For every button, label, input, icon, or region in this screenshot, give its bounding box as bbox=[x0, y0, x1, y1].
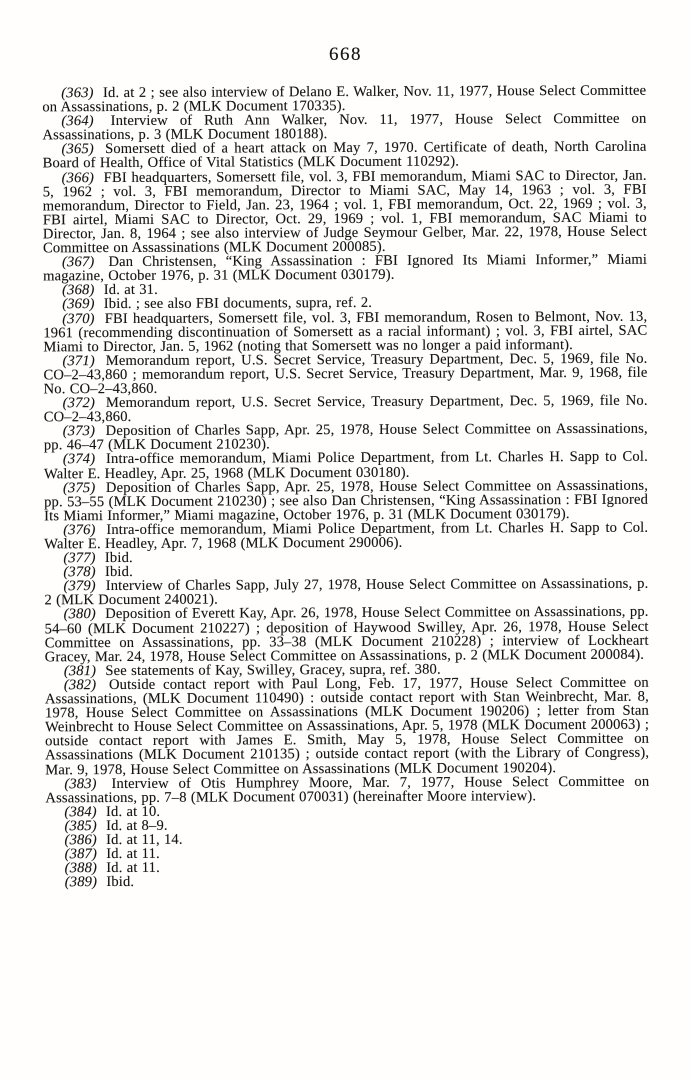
footnote-text: Ibid. bbox=[104, 550, 133, 567]
footnote-text: See statements of Kay, Swilley, Gracey, supra, ref. 380. bbox=[105, 661, 441, 679]
footnote bbox=[43, 168, 647, 255]
footnote-number: (372) bbox=[62, 395, 96, 412]
footnote bbox=[43, 309, 647, 354]
footnote-text: Ibid. bbox=[106, 874, 135, 891]
footnote-number: (379) bbox=[63, 578, 96, 595]
footnote-text: Id. at 8–9. bbox=[106, 817, 168, 834]
footnote bbox=[44, 478, 648, 523]
footnote bbox=[42, 140, 646, 171]
footnote-text: Deposition of Everett Kay, Apr. 26, 1978, House Select Committee on Assassinations, pp. 54–60 (MLK Document 210227) ; deposition of Haywood Swilley, Apr. 26, 1978, House Select Committee on Assassinations, pp. 33–38 (MLK Document 210228) ; interview of Lockheart Gracey, Mar. 24, 1978, House Select Committee on Assassinations, p. 2 (MLK Document 200084). bbox=[44, 604, 649, 666]
footnote bbox=[43, 351, 647, 396]
footnote-text: Intra-office memorandum, Miami Police Department, from Lt. Charles H. Sapp to Col. Walter E. Headley, Apr. 25, 1968 (MLK Document 030180). bbox=[43, 449, 648, 482]
footnote bbox=[44, 422, 648, 453]
footnote-text: Ibid. ; see also FBI documents, supra, ref. 2. bbox=[103, 295, 373, 313]
footnote-number: (371) bbox=[62, 352, 95, 370]
footnote-text: FBI headquarters, Somersett file, vol. 3, FBI memorandum, Miami SAC to Director, Jan. 5, 1962 ; vol. 3, FBI memorandum, Director to Miami SAC, May 14, 1963 ; vol. 3, FBI memorandum, Director to Field, Jan. 23, 1964 ; vol. 1, FBI memorandum, Oct. 22, 1969 ; vol. 3, FBI airtel, Miami SAC to Director, Oct. 29, 1969 ; vol. 1, FBI memorandum, SAC Miami to Director, Jan. 8, 1964 ; see also interview of Judge Seymour Gelber, Mar. 22, 1978, House Select Committee on Assassinations (MLK Document 200085). bbox=[42, 167, 647, 257]
footnote bbox=[44, 521, 648, 552]
footnote-text: Deposition of Charles Sapp, Apr. 25, 1978, House Select Committee on Assassinations, pp. 46–47 (MLK Document 210230). bbox=[43, 420, 648, 454]
footnote-list bbox=[42, 84, 649, 890]
footnote-text: Deposition of Charles Sapp, Apr. 25, 1978, House Select Committee on Assassinations, pp. 53–55 (MLK Document 210230) ; see also Dan Christensen, “King Assassination : FBI Ignored Its Miami Informer,” Miami magazine, October 1976, p. 31 (MLK Document 030179). bbox=[44, 477, 649, 525]
footnote bbox=[44, 394, 648, 425]
footnote-text: Id. at 11, 14. bbox=[106, 831, 183, 849]
footnote-number: (363) bbox=[61, 85, 94, 102]
footnote-number: (365) bbox=[61, 141, 94, 158]
footnote-text: Outside contact report with Paul Long, Feb. 17, 1977, House Select Committee on Assassinations, (MLK Document 110490) : outside contact report with Stan Weinbrecht, Mar. 8, 1978, House Select Committee on Assassinations (MLK Document 190206) ; letter from Stan Weinbrecht to House Select Committee on Assassinations, Apr. 5, 1978 (MLK Document 200063) ; outside contact report with James E. Smith, May 5, 1978, House Select Committee on Assassinations (MLK Document 210135) ; outside contact report (with the Library of Congress), Mar. 9, 1978, House Select Committee on Assassinations (MLK Document 190204). bbox=[44, 674, 650, 778]
footnote-number: (370) bbox=[62, 310, 95, 327]
footnote bbox=[44, 577, 648, 608]
footnote-text: Memorandum report, U.S. Secret Service, Treasury Department, Dec. 5, 1969, file No. CO–2–43,860. bbox=[43, 392, 648, 426]
footnote-number: (374) bbox=[62, 451, 96, 468]
footnote-number: (386) bbox=[64, 832, 97, 849]
footnote-text: Id. at 11. bbox=[106, 859, 160, 877]
footnote-number: (376) bbox=[63, 521, 96, 539]
footnote-number: (369) bbox=[62, 296, 95, 313]
footnote-text: FBI headquarters, Somersett file, vol. 3, FBI memorandum, Rosen to Belmont, Nov. 13, 1961 (recommending discontinuation of Somersett as a racial informant) ; vol. 3, FBI airtel, SAC Miami to Director, Jan. 5, 1962 (noting that Somersett was no longer a paid informant). bbox=[43, 308, 648, 356]
footnote-number: (375) bbox=[62, 479, 96, 496]
footnote-text: Id. at 10. bbox=[105, 803, 161, 820]
footnote-number: (366) bbox=[61, 169, 95, 186]
footnote bbox=[45, 676, 649, 777]
footnote-number: (384) bbox=[64, 803, 97, 821]
footnote bbox=[43, 253, 647, 284]
footnote-number: (388) bbox=[64, 860, 98, 877]
page-number: 668 bbox=[329, 44, 362, 65]
footnote bbox=[42, 84, 646, 115]
footnote-text: Interview of Ruth Ann Walker, Nov. 11, 1977, House Select Committee on Assassinations, p. 3 (MLK Document 180188). bbox=[42, 110, 647, 144]
footnote-text: Memorandum report, U.S. Secret Service, Treasury Department, Dec. 5, 1969, file No. CO–2–43,860 ; memorandum report, U.S. Secret Service, Treasury Department, Mar. 9, 1968, file No. CO–2–43,860. bbox=[43, 350, 648, 398]
footnote-text: Interview of Otis Humphrey Moore, Mar. 7, 1977, House Select Committee on Assassinations, pp. 7–8 (MLK Document 070031) (hereinafter Moore interview). bbox=[45, 773, 650, 807]
footnote-number: (389) bbox=[64, 874, 98, 891]
footnote-text: Dan Christensen, “King Assassination : FBI Ignored Its Miami Informer,” Miami magazine, October 1976, p. 31 (MLK Document 030179). bbox=[43, 251, 648, 285]
footnote-number: (368) bbox=[62, 282, 95, 299]
footnote bbox=[42, 112, 646, 143]
footnote-text: Somersett died of a heart attack on May 7, 1970. Certificate of death, North Carolina Board of Health, Office of Vital Statistics (MLK Document 110292). bbox=[42, 139, 647, 172]
footnote-text: Interview of Charles Sapp, July 27, 1978, House Select Committee on Assassinations, p. 2 (MLK Document 240021). bbox=[44, 575, 649, 609]
footnote bbox=[45, 774, 649, 805]
footnote-number: (382) bbox=[63, 677, 97, 694]
footnote-text: Ibid. bbox=[104, 564, 133, 581]
footnote-text: Intra-office memorandum, Miami Police Department, from Lt. Charles H. Sapp to Col. Walter E. Headley, Apr. 7, 1968 (MLK Document 290006). bbox=[44, 519, 649, 553]
footnote-text: Id. at 2 ; see also interview of Delano E. Walker, Nov. 11, 1977, House Select Committee on Assassinations, p. 2 (MLK Document 170335). bbox=[42, 82, 647, 116]
footnote-number: (373) bbox=[62, 423, 96, 440]
footnote-number: (378) bbox=[63, 564, 96, 581]
footnote-text: Id. at 31. bbox=[103, 282, 158, 299]
footnote-number: (385) bbox=[64, 817, 97, 835]
footnote bbox=[45, 605, 649, 664]
footnote-number: (367) bbox=[61, 254, 95, 271]
footnote bbox=[44, 450, 648, 481]
footnote-text: Id. at 11. bbox=[106, 845, 160, 863]
footnote-number: (383) bbox=[64, 775, 97, 792]
footnote-number: (364) bbox=[61, 113, 94, 130]
footnote-number: (381) bbox=[63, 662, 97, 680]
footnote-number: (387) bbox=[64, 846, 98, 863]
footnote-number: (377) bbox=[63, 550, 96, 567]
footnote-number: (380) bbox=[63, 606, 96, 623]
